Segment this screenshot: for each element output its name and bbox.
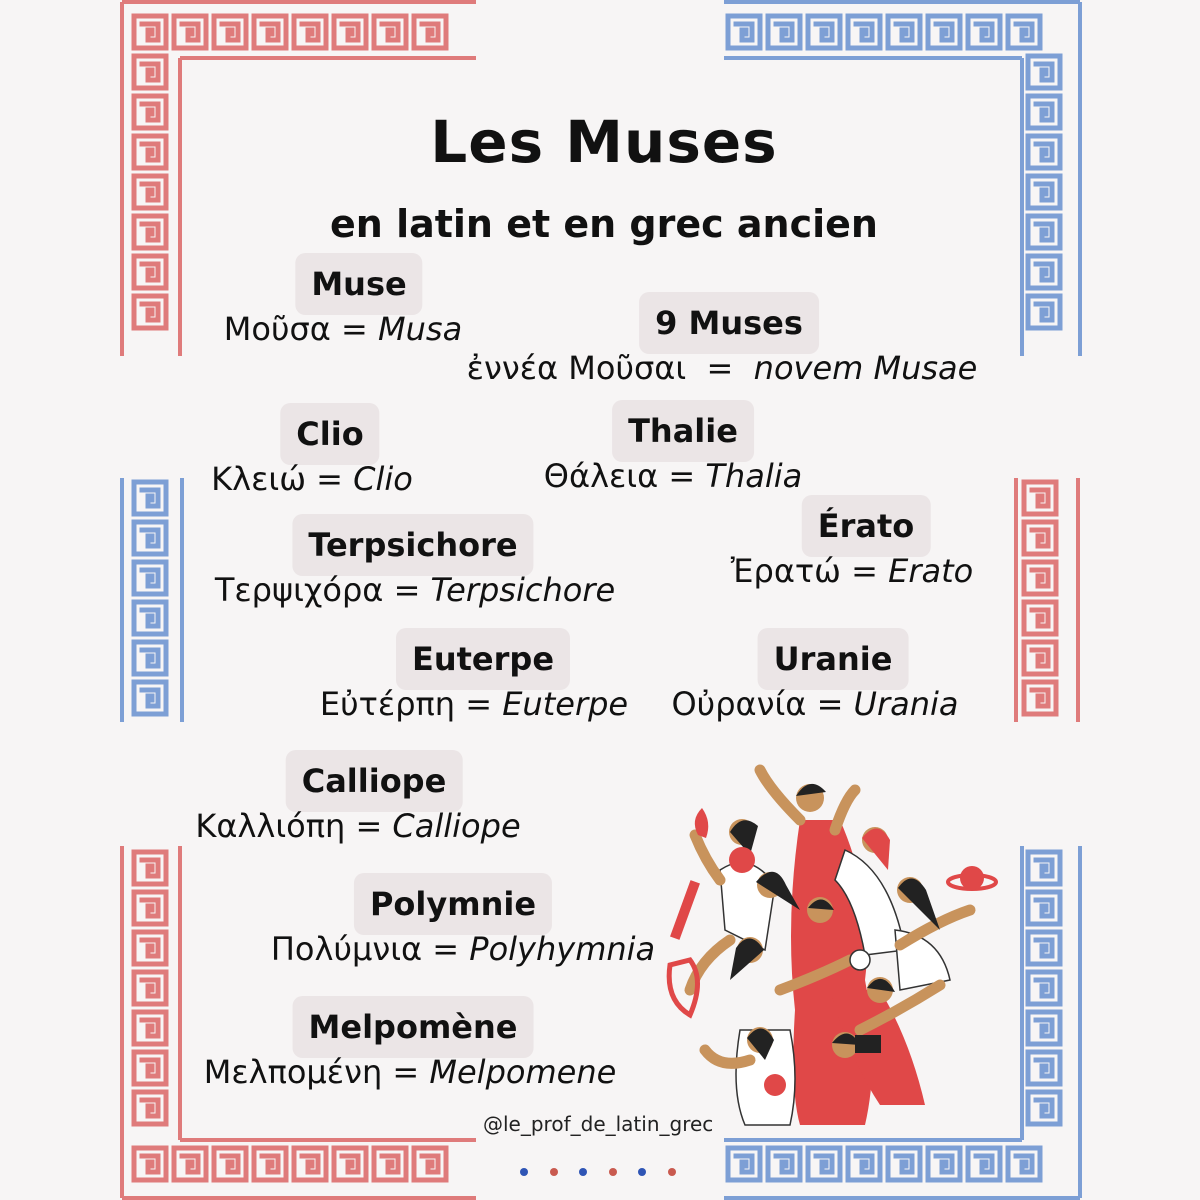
greek-word: Καλλιόπη xyxy=(195,807,346,845)
latin-word: Melpomene xyxy=(429,1053,617,1091)
equals-sign: = xyxy=(305,460,354,498)
euterpe-name-tag: Euterpe xyxy=(396,628,570,690)
equals-sign: = xyxy=(383,571,431,609)
calliope-translation xyxy=(195,804,520,848)
clio-name-tag: Clio xyxy=(280,403,379,465)
latin-word: Clio xyxy=(353,460,413,498)
equals-sign: = xyxy=(422,930,470,968)
equals-sign: = xyxy=(840,552,889,590)
greek-word: Τερψιχόρα xyxy=(214,571,384,609)
polymnie-name-tag: Polymnie xyxy=(354,873,552,935)
greek-word: Εὐτέρπη xyxy=(319,685,456,723)
greek-word: Μελπομένη xyxy=(203,1053,383,1091)
greek-key-frame-middle-left xyxy=(120,476,192,724)
muse-name-tag: Muse xyxy=(295,253,422,315)
equals-sign: = xyxy=(345,807,393,845)
equals-sign: = xyxy=(806,685,854,723)
dot xyxy=(550,1168,558,1176)
terpsichore-translation xyxy=(215,568,615,612)
dot xyxy=(638,1168,646,1176)
nine-muses-name-tag: 9 Muses xyxy=(639,292,819,354)
author-handle: @le_prof_de_latin_grec xyxy=(483,1112,714,1136)
greek-word: Ἐρατώ xyxy=(730,552,841,590)
muse-translation xyxy=(224,307,462,351)
greek-word: Θάλεια xyxy=(543,457,659,495)
latin-word: Erato xyxy=(888,552,974,590)
polymnie-translation xyxy=(271,927,655,971)
latin-word: Calliope xyxy=(392,807,521,845)
calliope-name-tag: Calliope xyxy=(286,750,463,812)
thalie-translation xyxy=(544,454,802,498)
erato-translation xyxy=(731,549,973,593)
muses-illustration xyxy=(650,760,1000,1134)
greek-word: Πολύμνια xyxy=(270,930,423,968)
latin-word: Urania xyxy=(853,685,959,723)
dot xyxy=(609,1168,617,1176)
clio-translation xyxy=(211,457,413,501)
greek-word: Οὐρανία xyxy=(671,685,807,723)
euterpe-translation xyxy=(320,682,628,726)
latin-word: Euterpe xyxy=(502,685,629,723)
pagination-dots xyxy=(520,1161,697,1180)
equals-sign: = xyxy=(455,685,503,723)
page-subtitle: en latin et en grec ancien xyxy=(330,202,878,246)
latin-word: Terpsichore xyxy=(430,571,616,609)
equals-sign: = xyxy=(330,310,379,348)
latin-word: Musa xyxy=(378,310,463,348)
equals-sign: = xyxy=(382,1053,430,1091)
page-title: Les Muses xyxy=(430,108,778,176)
equals-sign: = xyxy=(686,349,754,387)
terpsichore-name-tag: Terpsichore xyxy=(292,514,533,576)
dot xyxy=(668,1168,676,1176)
latin-word: novem Musae xyxy=(753,349,978,387)
greek-word: Μοῦσα xyxy=(223,310,331,348)
greek-word: Κλειώ xyxy=(211,460,306,498)
latin-word: Thalia xyxy=(705,457,803,495)
melpomene-name-tag: Melpomène xyxy=(293,996,534,1058)
erato-name-tag: Érato xyxy=(802,495,931,557)
equals-sign: = xyxy=(658,457,706,495)
greek-word: ἐννέα Μοῦσαι xyxy=(466,349,687,387)
latin-word: Polyhymnia xyxy=(469,930,656,968)
dot xyxy=(579,1168,587,1176)
greek-key-frame-middle-right xyxy=(1008,476,1080,724)
dot xyxy=(520,1168,528,1176)
thalie-name-tag: Thalie xyxy=(612,400,754,462)
uranie-translation xyxy=(671,682,958,726)
nine-muses-translation xyxy=(467,346,978,390)
uranie-name-tag: Uranie xyxy=(758,628,909,690)
melpomene-translation xyxy=(204,1050,617,1094)
